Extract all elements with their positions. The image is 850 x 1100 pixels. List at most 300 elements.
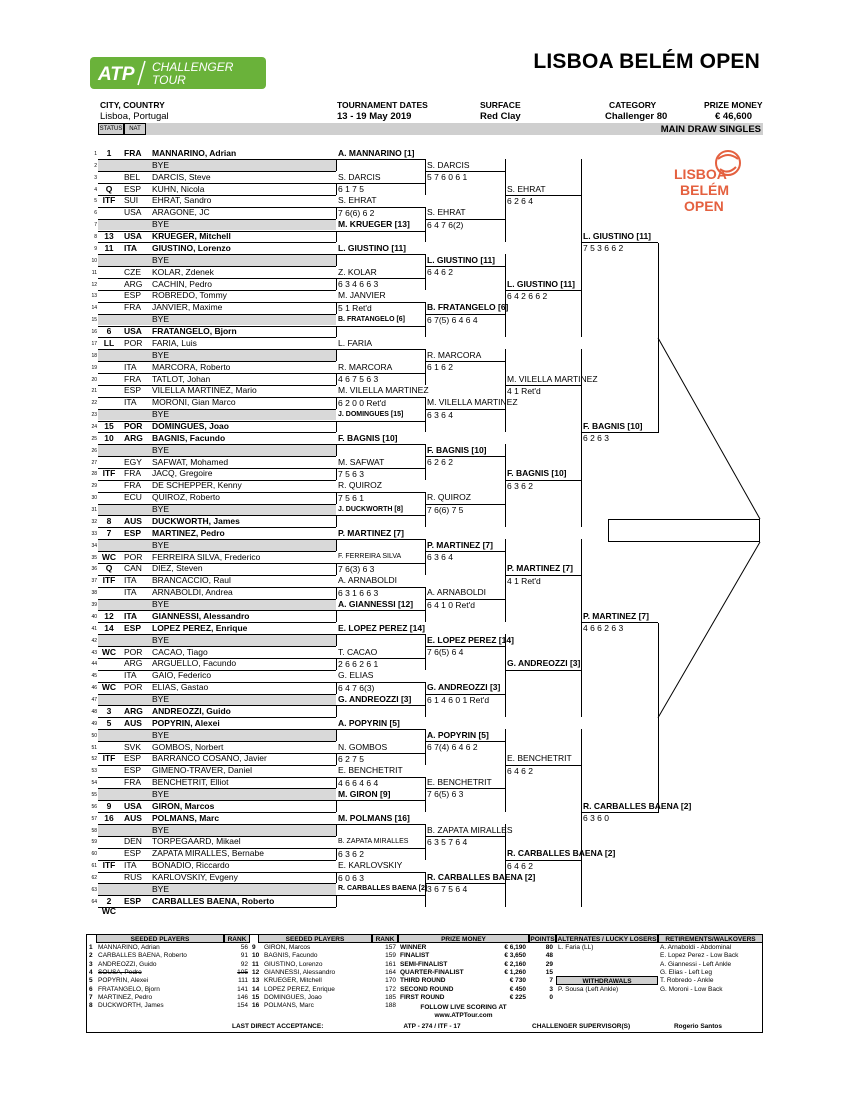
row-line: [98, 397, 336, 398]
bracket-connector: [336, 610, 337, 622]
player-name: ELIAS, Gastao: [152, 682, 209, 693]
seed-number: 7: [89, 993, 93, 1001]
draw-position: 5: [94, 198, 97, 205]
bracket-connector: [336, 444, 337, 456]
row-line: [98, 812, 336, 813]
winner-line: [336, 753, 425, 754]
seeded-rank: 172: [385, 985, 396, 993]
seed-number: 14: [252, 985, 260, 993]
nationality: FRA: [124, 777, 141, 788]
bracket-connector: [336, 682, 337, 694]
match-score: 6 4 6 2: [427, 267, 453, 278]
nationality: ITA: [124, 575, 137, 586]
seeded-rank: 56: [240, 944, 248, 951]
row-line: [98, 242, 336, 243]
last-direct-acceptance-label: LAST DIRECT ACCEPTANCE:: [232, 1023, 324, 1030]
winner-line: [336, 563, 425, 564]
seed-status: ITF: [102, 575, 116, 586]
row-line: [98, 575, 336, 576]
round-winner: S. EHRAT: [507, 183, 546, 194]
match-score: 7 6(3) 6 3: [338, 563, 375, 574]
winner-line: [505, 195, 581, 196]
round-winner: P. MARTINEZ [7]: [583, 610, 649, 621]
winner-line: [336, 254, 425, 255]
round-winner: T. CACAO: [338, 646, 378, 657]
seeded-player: BAGNIS, Facundo: [264, 952, 318, 960]
player-name: BYE: [152, 539, 170, 550]
round-winner: R. QUIROZ: [427, 492, 471, 503]
seeded-player: LOPEZ PEREZ, Enrique: [264, 985, 335, 993]
winner-line: [336, 492, 425, 493]
seed-status: 8: [106, 515, 112, 526]
row-line: [98, 373, 336, 374]
nationality: POR: [124, 682, 143, 693]
round-winner: F. BAGNIS [10]: [583, 421, 643, 431]
prize-amount: € 6,190: [504, 944, 526, 951]
prize-round: SEMI-FINALIST: [400, 960, 448, 968]
draw-position: 38: [91, 590, 97, 597]
seed-number: 1: [89, 944, 93, 951]
prize-amount: € 1,260: [504, 968, 526, 976]
player-name: DOMINGUES, Joao: [152, 421, 229, 431]
player-name: ARGUELLO, Facundo: [152, 658, 237, 669]
bye-row-bg: [98, 884, 336, 895]
lisboa-belem-open-logo: [670, 145, 750, 215]
seeded-player: KRUEGER, Mitchell: [264, 977, 322, 985]
row-line: [98, 895, 336, 896]
player-name: JACQ, Gregoire: [152, 468, 213, 479]
draw-position: 1: [94, 151, 97, 157]
draw-position: 56: [91, 803, 97, 810]
round-winner: A. GIANNESSI [12]: [338, 599, 414, 610]
draw-position: 7: [94, 222, 97, 229]
player-name: KOLAR, Zdenek: [152, 266, 214, 277]
row-line: [98, 777, 336, 778]
svg-text:TOUR: TOUR: [152, 73, 186, 87]
follow-live-scoring: FOLLOW LIVE SCORING AT: [420, 1004, 507, 1011]
row-line: [98, 195, 336, 196]
winner-line: [336, 207, 425, 208]
nationality: SUI: [124, 195, 139, 206]
player-name: ZAPATA MIRALLES, Bernabe: [152, 848, 264, 859]
prize-round: THIRD ROUND: [400, 977, 446, 985]
prize-points: 15: [545, 968, 553, 976]
round-winner: B. ZAPATA MIRALLES: [427, 824, 513, 835]
last-direct-acceptance-value: ATP - 274 / ITF - 17: [403, 1023, 461, 1030]
bracket-connector: [336, 373, 337, 385]
seeded-player: POLMANS, Marc: [264, 1002, 314, 1010]
winner-line: [505, 385, 581, 386]
nationality: ESP: [124, 765, 142, 776]
winner-line: [336, 610, 425, 611]
row-line: [98, 610, 336, 611]
winner-line: [336, 634, 425, 635]
round-winner: A. ARNABOLDI: [338, 575, 398, 586]
round-winner: S. DARCIS: [338, 171, 381, 182]
seed-number: 2: [89, 952, 93, 960]
player-name: DIEZ, Steven: [152, 563, 203, 574]
winner-line: [336, 824, 425, 825]
draw-position: 21: [91, 388, 97, 395]
match-score: 6 3 6 2: [338, 848, 364, 859]
nationality: FRA: [124, 373, 141, 384]
draw-position: 59: [91, 839, 97, 846]
round-winner: L. GIUSTINO [11]: [507, 278, 576, 289]
round-winner: R. CARBALLES BAENA [2]: [427, 872, 536, 883]
bracket-connector: [336, 729, 337, 741]
bracket-connector: [336, 872, 337, 884]
nat-label: NAT: [124, 123, 146, 135]
draw-position: 36: [91, 566, 97, 573]
row-line: [98, 314, 336, 315]
bye-row-bg: [98, 694, 336, 705]
row-line: [98, 361, 336, 362]
prize-points: 0: [549, 993, 553, 1001]
seeded-player: FRATANGELO, Bjorn: [98, 985, 160, 993]
seeded-rank: 164: [385, 968, 396, 976]
seeded-rank: 159: [385, 952, 396, 960]
winner-line: [336, 444, 425, 445]
round-winner: F. FERREIRA SILVA: [338, 553, 402, 561]
category-label: CATEGORY: [609, 100, 657, 110]
match-score: 6 4 7 6(2): [427, 219, 464, 230]
row-line: [98, 468, 336, 469]
svg-text:OPEN: OPEN: [684, 198, 724, 214]
draw-position: 37: [91, 578, 97, 585]
player-name: GIUSTINO, Lorenzo: [152, 242, 231, 253]
nationality: AUS: [124, 717, 142, 728]
round-winner: F. BAGNIS [10]: [427, 444, 487, 455]
status-label: STATUS: [98, 123, 124, 135]
match-score: 6 3 4 6 6 3: [338, 279, 379, 290]
round-winner: R. MARCORA: [338, 361, 393, 372]
draw-position: 10: [91, 257, 97, 264]
match-score: 7 5 3 6 6 2: [583, 243, 624, 254]
nationality: POR: [124, 337, 143, 348]
row-line: [98, 563, 336, 564]
player-name: KARLOVSKIY, Evgeny: [152, 872, 238, 883]
player-name: TORPEGAARD, Mikael: [152, 836, 241, 847]
bracket-connector: [425, 587, 426, 623]
bracket-connector: [505, 539, 506, 622]
winner-line: [425, 409, 505, 410]
player-name: CACAO, Tiago: [152, 646, 208, 657]
nationality: ESP: [124, 895, 142, 906]
match-score: 6 1 4 6 0 1 Ret'd: [427, 694, 490, 705]
draw-position: 39: [91, 602, 97, 609]
row-line: [98, 634, 336, 635]
seed-number: 6: [89, 985, 93, 993]
round-winner: A. MANNARINO [1]: [338, 148, 415, 158]
player-name: GAIO, Federico: [152, 670, 212, 681]
nationality: ESP: [124, 622, 142, 633]
round-winner: E. BENCHETRIT: [507, 753, 572, 764]
seeded-rank: 141: [237, 985, 248, 993]
draw-title: MAIN DRAW SINGLES: [660, 124, 761, 135]
seed-status: Q: [105, 563, 113, 574]
seeded-player: GIRON, Marcos: [264, 944, 311, 951]
bracket-connector: [336, 421, 337, 433]
seed-status: 15: [104, 421, 114, 431]
winner-line: [425, 836, 505, 837]
bracket-connector: [425, 634, 426, 670]
player-name: DARCIS, Steve: [152, 171, 211, 182]
player-name: FERREIRA SILVA, Frederico: [152, 551, 261, 562]
row-line: [98, 729, 336, 730]
bracket-connector: [425, 682, 426, 718]
round-winner: L. GIUSTINO [11]: [583, 231, 652, 242]
seed-number: 12: [252, 968, 260, 976]
round-winner: G. ANDREOZZI [3]: [338, 694, 412, 705]
bracket-connector: [425, 492, 426, 528]
prize-amount: € 2,160: [504, 960, 526, 968]
draw-position: 51: [91, 744, 97, 751]
round-winner: G. ANDREOZZI [3]: [427, 682, 501, 693]
bracket-connector: [581, 159, 582, 337]
player-name: ANDREOZZI, Guido: [152, 705, 231, 716]
bracket-connector: [336, 777, 337, 789]
bracket-connector: [425, 824, 426, 860]
nationality: RUS: [124, 872, 142, 883]
draw-position: 11: [91, 269, 97, 276]
bracket-connector: [336, 349, 337, 361]
winner-line: [505, 670, 581, 671]
player-name: BRANCACCIO, Raul: [152, 575, 231, 586]
match-score: 6 4 7 6(3): [338, 682, 375, 693]
row-line: [98, 254, 336, 255]
winner-line: [336, 539, 425, 540]
bracket-connector: [336, 705, 337, 717]
bye-row-bg: [98, 825, 336, 836]
player-name: GIANNESSI, Alessandro: [152, 610, 250, 621]
nationality: CZE: [124, 266, 141, 277]
bye-row-bg: [98, 504, 336, 515]
bracket-connector: [425, 302, 426, 338]
seed-number: 13: [252, 977, 260, 985]
draw-position: 42: [91, 637, 97, 644]
player-name: JANVIER, Maxime: [152, 302, 223, 313]
draw-position: 30: [91, 495, 97, 502]
nationality: ITA: [124, 670, 137, 681]
match-score: 6 4 6 2: [507, 765, 533, 776]
player-name: VILELLA MARTINEZ, Mario: [152, 385, 257, 396]
draw-position: 55: [91, 791, 97, 798]
prize-round: QUARTER-FINALIST: [400, 968, 464, 976]
bye-row-bg: [98, 635, 336, 646]
rank-header: RANK: [224, 934, 250, 943]
draw-position: 49: [91, 720, 97, 727]
round-winner: M. JANVIER: [338, 290, 386, 301]
row-line: [98, 492, 336, 493]
round-winner: L. FARIA: [338, 337, 373, 348]
tournament-title: LISBOA BELÉM OPEN: [533, 50, 760, 73]
winner-line: [581, 432, 658, 433]
prize-amount: € 225: [509, 993, 526, 1001]
bracket-connector: [336, 848, 337, 860]
row-line: [98, 646, 336, 647]
round-winner: A. POPYRIN [5]: [427, 729, 489, 740]
match-score: 3 6 7 5 6 4: [427, 884, 468, 895]
prize-amount: € 3,650: [504, 952, 526, 960]
seeded-player: CARBALLES BAENA, Roberto: [98, 952, 187, 960]
seed-status: 6: [106, 326, 112, 337]
bracket-connector: [336, 159, 337, 171]
row-line: [98, 444, 336, 445]
row-line: [98, 421, 336, 422]
nationality: ITA: [124, 587, 137, 598]
bracket-connector: [425, 349, 426, 385]
seed-status: WC: [101, 646, 117, 657]
round-winner: P. MARTINEZ [7]: [507, 563, 573, 574]
nationality: USA: [124, 231, 142, 242]
bye-row-bg: [98, 160, 336, 171]
round-winner: Z. KOLAR: [338, 266, 377, 277]
bracket-connector: [581, 539, 582, 717]
draw-position: 4: [94, 186, 97, 193]
seeded-rank: 111: [238, 977, 248, 985]
nationality: ARG: [124, 705, 143, 716]
match-score: 7 6(5) 6 3: [427, 789, 464, 800]
row-line: [98, 765, 336, 766]
bye-row-bg: [98, 255, 336, 266]
round-winner: M. SAFWAT: [338, 456, 385, 467]
row-line: [98, 337, 336, 338]
row-line: [98, 504, 336, 505]
bye-row-bg: [98, 219, 336, 230]
draw-position: 25: [91, 435, 97, 442]
match-score: 7 5 6 1: [338, 492, 364, 503]
match-score: 6 3 6 2: [507, 480, 533, 491]
seed-status: 12: [104, 610, 114, 621]
match-score: 4 6 7 5 6 3: [338, 374, 379, 385]
winner-line: [581, 812, 658, 813]
row-line: [98, 658, 336, 659]
player-name: BYE: [152, 159, 170, 170]
match-score: 7 6(6) 7 5: [427, 504, 464, 515]
seed-number: 9: [252, 944, 256, 951]
nationality: USA: [124, 326, 142, 337]
winner-line: [336, 421, 425, 422]
nationality: ITA: [124, 860, 137, 871]
winner-line: [336, 326, 425, 327]
row-line: [98, 788, 336, 789]
match-score: 6 4 1 0 Ret'd: [427, 599, 475, 610]
winner-line: [425, 646, 505, 647]
seeded-rank: 170: [385, 977, 396, 985]
surface-value: Red Clay: [480, 111, 521, 122]
prize-points: 7: [549, 977, 553, 985]
draw-position: 54: [91, 780, 97, 787]
winner-line: [505, 860, 581, 861]
bracket-connector: [425, 777, 426, 813]
draw-position: 22: [91, 400, 97, 407]
round-winner: B. FRATANGELO [6]: [338, 315, 406, 323]
seeded-player: MARTINEZ, Pedro: [98, 993, 153, 1001]
match-score: 6 7(5) 6 4 6 4: [427, 314, 478, 325]
retirement: G. Elias - Left Leg: [660, 968, 713, 976]
player-name: EHRAT, Sandro: [152, 195, 212, 206]
match-score: 5 7 6 0 6 1: [427, 172, 468, 183]
player-name: MARTINEZ, Pedro: [152, 527, 225, 538]
bye-row-bg: [98, 445, 336, 456]
nationality: ESP: [124, 385, 142, 396]
row-line: [98, 456, 336, 457]
bracket-connector: [336, 397, 337, 409]
row-line: [98, 231, 336, 232]
draw-position: 57: [91, 815, 97, 822]
round-winner: M. VILELLA MARTINEZ: [338, 385, 429, 396]
round-winner: A. ARNABOLDI: [427, 587, 487, 598]
round-winner: L. GIUSTINO [11]: [338, 242, 407, 253]
bye-row-bg: [98, 599, 336, 610]
match-score: 6 2 6 3: [583, 433, 609, 444]
bye-row-bg: [98, 314, 336, 325]
bracket-connector: [336, 302, 337, 314]
row-line: [98, 705, 336, 706]
supervisor-name: Rogerio Santos: [673, 1023, 723, 1030]
seeded-player: DUCKWORTH, James: [98, 1002, 164, 1010]
nationality: ESP: [124, 290, 142, 301]
row-line: [98, 290, 336, 291]
bracket-connector: [505, 824, 506, 907]
player-name: MORONI, Gian Marco: [152, 397, 236, 408]
nationality: ITA: [124, 397, 137, 408]
bracket-connector: [336, 468, 337, 480]
row-line: [98, 800, 336, 801]
player-name: BYE: [152, 349, 170, 360]
draw-position: 31: [91, 507, 97, 514]
seeded-rank: 91: [240, 952, 248, 960]
bracket-connector: [505, 349, 506, 432]
round-winner: S. EHRAT: [427, 207, 466, 218]
bracket-connector: [336, 254, 337, 266]
nationality: AUS: [124, 515, 142, 526]
row-line: [98, 860, 336, 861]
bracket-connector: [336, 515, 337, 527]
seeded-rank: 157: [385, 944, 396, 951]
winner-line: [336, 468, 425, 469]
row-line: [98, 670, 336, 671]
bracket-connector: [425, 539, 426, 575]
nationality: ESP: [124, 183, 142, 194]
row-line: [98, 682, 336, 683]
draw-position: 33: [91, 530, 97, 537]
row-line: [98, 207, 336, 208]
draw-position: 62: [91, 875, 97, 882]
round-winner: E. LOPEZ PEREZ [14]: [427, 634, 514, 645]
nationality: ESP: [124, 848, 142, 859]
round-winner: E. BENCHETRIT: [338, 765, 403, 776]
seeded-rank: 105: [237, 968, 248, 976]
seed-status: Q: [105, 183, 113, 194]
seeded-player: POPYRIN, Alexei: [98, 977, 149, 985]
prize-value: € 46,600: [715, 111, 752, 122]
player-name: GOMBOS, Norbert: [152, 741, 224, 752]
draw-position: 41: [91, 625, 97, 632]
row-line: [98, 622, 336, 623]
bracket-connector: [336, 183, 337, 195]
draw-position: 64: [91, 898, 97, 905]
match-score: 7 5 6 3: [338, 468, 364, 479]
retirement: A. Arnaboldi - Abdominal: [660, 944, 732, 951]
row-line: [98, 349, 336, 350]
winner-line: [425, 314, 505, 315]
match-score: 6 4 2 6 6 2: [507, 290, 548, 301]
draw-position: 20: [91, 376, 97, 383]
nationality: FRA: [124, 302, 141, 313]
bracket-connector: [425, 397, 426, 433]
bracket-connector: [336, 278, 337, 290]
